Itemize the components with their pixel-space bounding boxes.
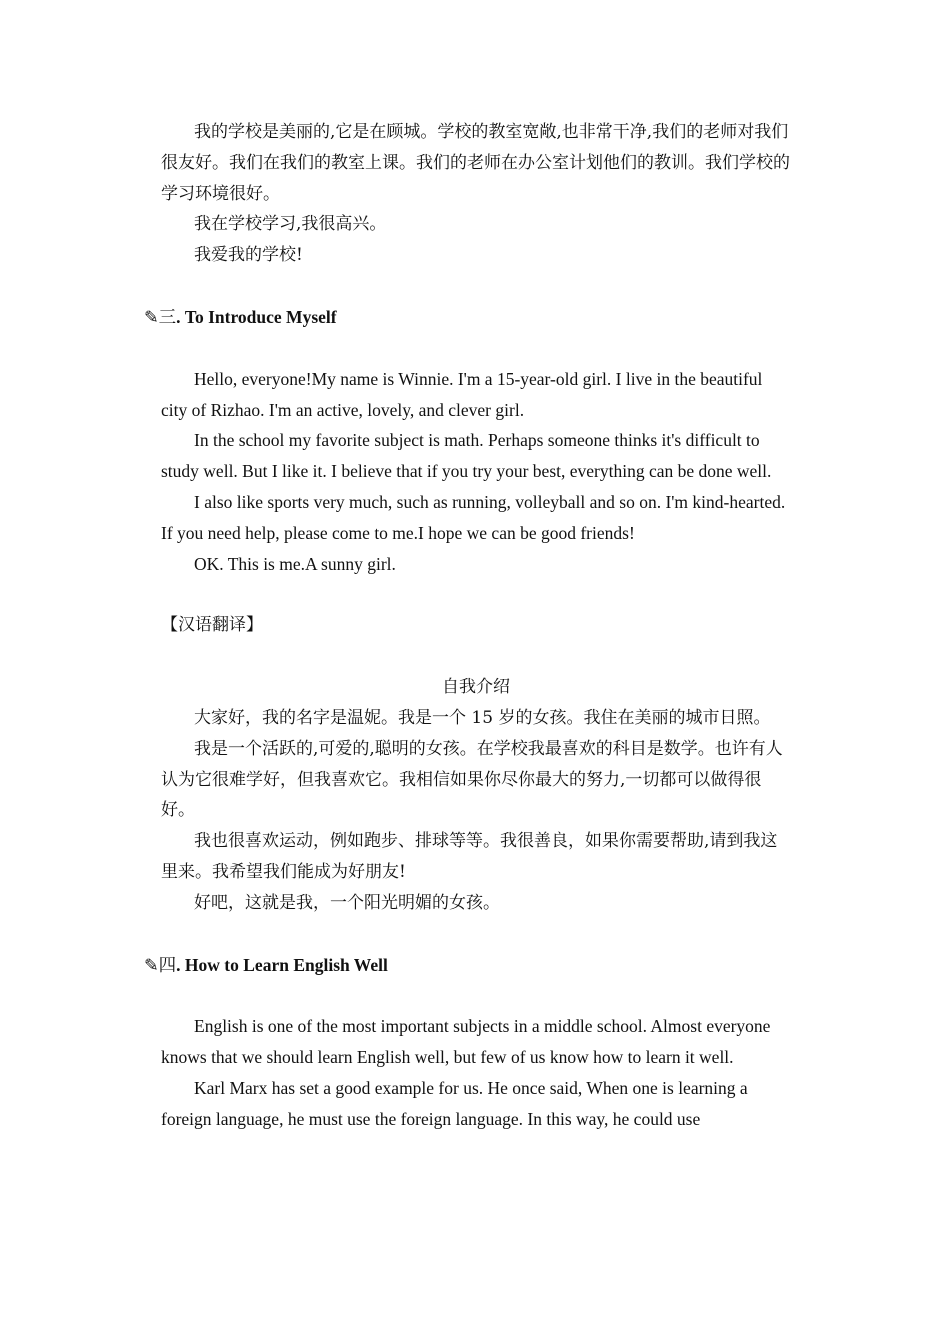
spacer xyxy=(161,271,791,302)
section-title: . How to Learn English Well xyxy=(176,954,388,975)
paragraph-en-4: OK. This is me.A sunny girl. xyxy=(194,553,396,574)
paragraph-en-learn-2: Karl Marx has set a good example for us. He once said, When one is learning a foreign language, he must use the foreign language. In this way, he could use xyxy=(161,1077,748,1129)
spacer xyxy=(161,919,791,950)
spacer xyxy=(161,980,791,1011)
paragraph-school-cn-2: 我在学校学习,我很高兴。 xyxy=(194,214,387,235)
paragraph-cn-1: 大家好，我的名字是温妮。我是一个 15 岁的女孩。我住在美丽的城市日照。 xyxy=(194,707,771,728)
document-body xyxy=(144,117,791,1135)
pencil-icon: ✎ xyxy=(144,306,159,327)
paragraph-en-3: I also like sports very much, such as running, volleyball and so on. I'm kind-hearted. If you need help, please come to me.I hope we can be good friends! xyxy=(161,491,786,543)
section-number: 四 xyxy=(158,954,177,975)
paragraph-cn-2: 我是一个活跃的,可爱的,聪明的女孩。在学校我最喜欢的科目是数学。也许有人认为它很难学好，但我喜欢它。我相信如果你尽你最大的努力,一切都可以做得很好。 xyxy=(161,738,783,821)
translation-title: 自我介绍 xyxy=(442,677,510,698)
paragraph-en-1: Hello, everyone!My name is Winnie. I'm a 15-year-old girl. I live in the beautiful city of Rizhao. I'm an active, lovely, and clever girl. xyxy=(161,368,763,420)
section-heading-learn-english xyxy=(144,950,791,981)
section-heading-introduce-myself xyxy=(144,302,791,333)
pencil-icon: ✎ xyxy=(144,954,159,975)
paragraph-cn-4: 好吧，这就是我，一个阳光明媚的女孩。 xyxy=(194,892,500,913)
spacer xyxy=(161,579,791,610)
paragraph-en-2: In the school my favorite subject is math. Perhaps someone thinks it's difficult to study well. But I like it. I believe that if you try your best, everything can be done well. xyxy=(161,430,772,482)
paragraph-school-cn-3: 我爱我的学校! xyxy=(194,245,303,266)
paragraph-en-learn-1: English is one of the most important subjects in a middle school. Almost everyone knows that we should learn English well, but few of us know how to learn it well. xyxy=(161,1016,771,1068)
translation-label: 【汉语翻译】 xyxy=(161,615,263,636)
spacer xyxy=(161,333,791,364)
paragraph-cn-3: 我也很喜欢运动，例如跑步、排球等等。我很善良，如果你需要帮助,请到我这里来。我希望我们能成为好朋友! xyxy=(161,831,778,882)
spacer xyxy=(161,641,791,672)
section-title: . To Introduce Myself xyxy=(176,306,337,327)
section-number: 三 xyxy=(158,306,177,327)
paragraph-school-cn-1: 我的学校是美丽的,它是在顾城。学校的教室宽敞,也非常干净,我们的老师对我们很友好。我们在我们的教室上课。我们的老师在办公室计划他们的教训。我们学校的学习环境很好。 xyxy=(161,122,790,204)
